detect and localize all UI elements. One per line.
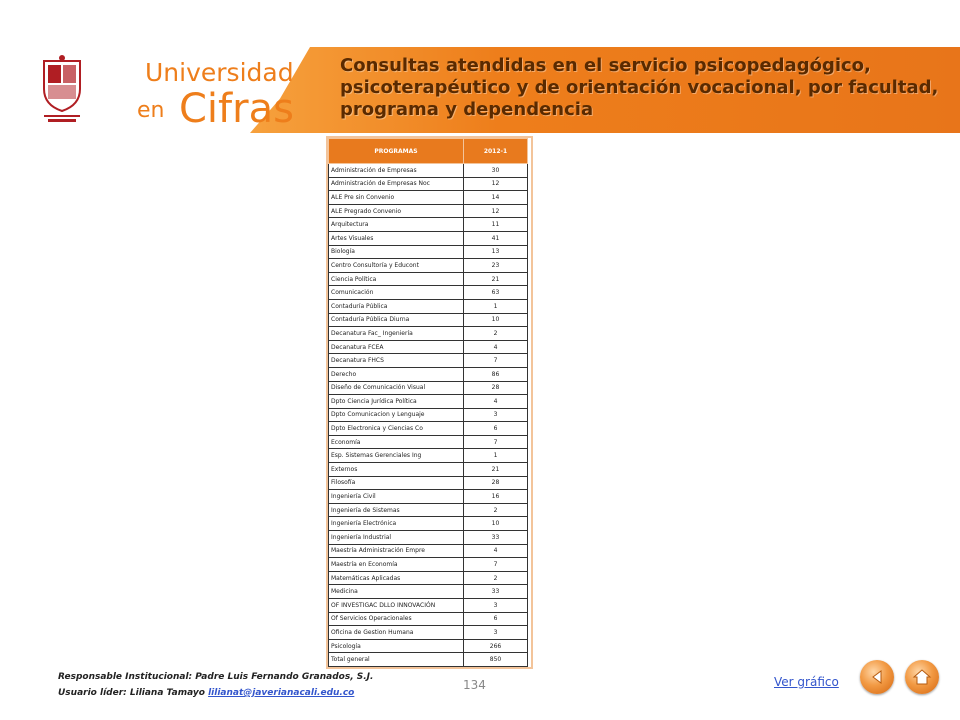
header-programas: PROGRAMAS: [329, 139, 464, 164]
program-name-cell: Economía: [329, 435, 464, 449]
program-name-cell: Dpto Ciencia Jurídica Política: [329, 395, 464, 409]
table-row: [329, 313, 528, 327]
table-row: [329, 639, 528, 653]
table-row: [329, 245, 528, 259]
count-cell: 266: [464, 639, 528, 653]
program-name-cell: Of Servicios Operacionales: [329, 612, 464, 626]
count-cell: 23: [464, 259, 528, 273]
program-name-cell: Decanatura Fac_ Ingeniería: [329, 327, 464, 341]
program-name-cell: Arquitectura: [329, 218, 464, 232]
count-cell: 11: [464, 218, 528, 232]
table-row: [329, 259, 528, 273]
program-name-cell: Comunicación: [329, 286, 464, 300]
program-name-cell: Ciencia Política: [329, 272, 464, 286]
logo-line-1: Universidad: [145, 58, 294, 87]
footer-credits: [58, 669, 373, 701]
header-period: 2012-1: [464, 139, 528, 164]
table-row: [329, 354, 528, 368]
count-cell: 63: [464, 286, 528, 300]
table-row: [329, 231, 528, 245]
program-name-cell: Decanatura FCEA: [329, 340, 464, 354]
count-cell: 13: [464, 245, 528, 259]
table-row: [329, 367, 528, 381]
program-name-cell: Administración de Empresas Noc: [329, 177, 464, 191]
count-cell: 2: [464, 503, 528, 517]
logo-line-2b: Cifras: [179, 86, 294, 132]
table-row: [329, 286, 528, 300]
program-name-cell: OF INVESTIGAC DLLO INNOVACIÓN: [329, 599, 464, 613]
program-name-cell: Derecho: [329, 367, 464, 381]
count-cell: 21: [464, 463, 528, 477]
count-cell: 7: [464, 435, 528, 449]
table-row: [329, 653, 528, 667]
table-row: [329, 558, 528, 572]
program-name-cell: Esp. Sistemas Gerenciales Ing: [329, 449, 464, 463]
table-row: [329, 327, 528, 341]
table-row: [329, 612, 528, 626]
count-cell: 4: [464, 544, 528, 558]
ver-grafico-link[interactable]: Ver gráfico: [774, 675, 839, 689]
program-name-cell: Diseño de Comunicación Visual: [329, 381, 464, 395]
crest-icon: [38, 55, 86, 125]
count-cell: 1: [464, 449, 528, 463]
home-icon: [912, 667, 932, 687]
program-name-cell: Contaduría Pública: [329, 299, 464, 313]
count-cell: 30: [464, 164, 528, 178]
program-name-cell: Ingeniería Industrial: [329, 531, 464, 545]
count-cell: 41: [464, 231, 528, 245]
program-name-cell: Centro Consultoría y Educont: [329, 259, 464, 273]
table-row: [329, 544, 528, 558]
program-name-cell: Psicología: [329, 639, 464, 653]
count-cell: 10: [464, 313, 528, 327]
count-cell: 28: [464, 381, 528, 395]
program-name-cell: Artes Visuales: [329, 231, 464, 245]
table-row: [329, 449, 528, 463]
university-crest: [38, 55, 86, 125]
logo-line-2a: en: [137, 98, 165, 123]
program-name-cell: Total general: [329, 653, 464, 667]
table-row: [329, 164, 528, 178]
count-cell: 3: [464, 408, 528, 422]
back-button[interactable]: [860, 660, 894, 694]
count-cell: 4: [464, 340, 528, 354]
count-cell: 12: [464, 177, 528, 191]
email-link[interactable]: lilianat@javerianacali.edu.co: [208, 688, 355, 698]
program-name-cell: ALE Pregrado Convenio: [329, 204, 464, 218]
count-cell: 850: [464, 653, 528, 667]
program-name-cell: Ingeniería Electrónica: [329, 517, 464, 531]
table-row: [329, 503, 528, 517]
page-number: 134: [463, 678, 486, 692]
page-title: Consultas atendidas en el servicio psicopedagógico, psicoterapéutico y de orientación vocacional, por facultad, programa y dependencia: [340, 55, 939, 120]
count-cell: 14: [464, 191, 528, 205]
home-button[interactable]: [905, 660, 939, 694]
table-row: [329, 408, 528, 422]
table-row: [329, 340, 528, 354]
program-name-cell: Matemáticas Aplicadas: [329, 571, 464, 585]
count-cell: 3: [464, 599, 528, 613]
count-cell: 33: [464, 531, 528, 545]
count-cell: 16: [464, 490, 528, 504]
table-row: [329, 422, 528, 436]
program-name-cell: ALE Pre sin Convenio: [329, 191, 464, 205]
table-row: [329, 435, 528, 449]
program-name-cell: Externos: [329, 463, 464, 477]
table-row: [329, 490, 528, 504]
table-row: [329, 585, 528, 599]
program-name-cell: Dpto Comunicacion y Lenguaje: [329, 408, 464, 422]
table-row: [329, 476, 528, 490]
count-cell: 1: [464, 299, 528, 313]
program-name-cell: Maestría en Economía: [329, 558, 464, 572]
back-arrow-icon: [867, 667, 887, 687]
count-cell: 21: [464, 272, 528, 286]
count-cell: 12: [464, 204, 528, 218]
table-row: [329, 395, 528, 409]
count-cell: 7: [464, 558, 528, 572]
count-cell: 28: [464, 476, 528, 490]
count-cell: 10: [464, 517, 528, 531]
count-cell: 6: [464, 612, 528, 626]
program-name-cell: Contaduría Pública Diurna: [329, 313, 464, 327]
program-name-cell: Ingeniería de Sistemas: [329, 503, 464, 517]
table-row: [329, 381, 528, 395]
table-row: [329, 191, 528, 205]
table-row: [329, 626, 528, 640]
count-cell: 3: [464, 626, 528, 640]
program-name-cell: Oficina de Gestion Humana: [329, 626, 464, 640]
program-name-cell: Ingeniería Civil: [329, 490, 464, 504]
table-row: [329, 299, 528, 313]
table-row: [329, 571, 528, 585]
program-name-cell: Filosofía: [329, 476, 464, 490]
table-row: [329, 599, 528, 613]
count-cell: 86: [464, 367, 528, 381]
count-cell: 6: [464, 422, 528, 436]
footer-responsable: Responsable Institucional: Padre Luis Fernando Granados, S.J.: [58, 672, 374, 682]
program-name-cell: Biología: [329, 245, 464, 259]
count-cell: 7: [464, 354, 528, 368]
count-cell: 2: [464, 571, 528, 585]
program-name-cell: Maestría Administración Empre: [329, 544, 464, 558]
count-cell: 4: [464, 395, 528, 409]
footer-usuario: [58, 685, 373, 701]
table-row: [329, 204, 528, 218]
count-cell: 33: [464, 585, 528, 599]
table-row: [329, 272, 528, 286]
consultas-table: [328, 138, 528, 667]
count-cell: 2: [464, 327, 528, 341]
table-row: [329, 517, 528, 531]
table-row: [329, 218, 528, 232]
program-name-cell: Medicina: [329, 585, 464, 599]
table-body: [329, 164, 528, 667]
program-name-cell: Dpto Electronica y Ciencias Co: [329, 422, 464, 436]
table-row: [329, 463, 528, 477]
footer-usuario-label: Usuario líder: Liliana Tamayo: [58, 688, 209, 698]
table-header-row: [329, 139, 528, 164]
data-table-container: [326, 136, 533, 669]
program-name-cell: Administración de Empresas: [329, 164, 464, 178]
program-name-cell: Decanatura FHCS: [329, 354, 464, 368]
table-row: [329, 177, 528, 191]
table-row: [329, 531, 528, 545]
